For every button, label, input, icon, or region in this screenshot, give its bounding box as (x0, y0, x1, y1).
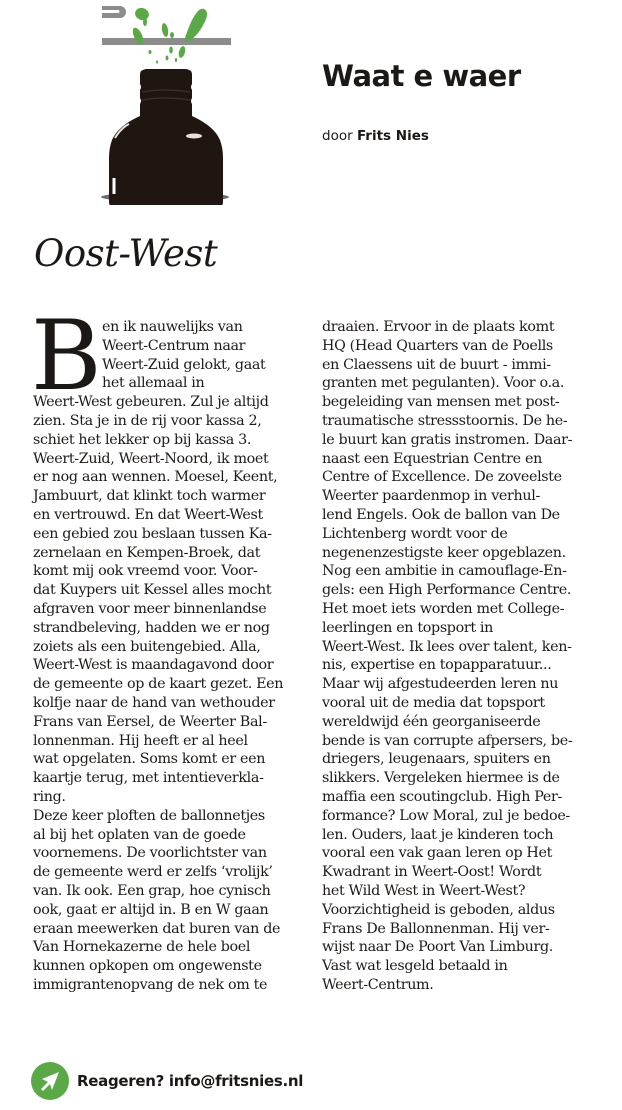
text-line: lend Engels. Ook de ballon van De (322, 506, 560, 523)
text-line: formance? Low Moral, zul je bedoe- (322, 807, 570, 824)
text-line: Kwadrant in Weert-Oost! Wordt (322, 864, 542, 881)
text-line: begeleiding van mensen met post- (322, 394, 560, 411)
text-line: gels: een High Performance Centre. (322, 582, 572, 599)
text-line: eraan meewerken dat buren van de (33, 920, 281, 937)
text-line: komt mij ook vreemd voor. Voor- (33, 563, 258, 580)
text-line: nis, expertise en topapparatuur... (322, 657, 552, 674)
byline-prefix: door (322, 128, 353, 144)
text-line: vooral uit de media dat topsport (322, 694, 545, 711)
text-line: naast een Equestrian Centre en (322, 450, 542, 467)
text-line: Frans van Eersel, de Weerter Bal- (33, 713, 267, 730)
column-title: Waat e waer (322, 59, 521, 93)
text-line: Deze keer ploften de ballonnetjes (33, 807, 265, 824)
text-line: Centre of Excellence. De zoveelste (322, 469, 562, 486)
text-line: en Claessens uit de buurt - immi- (322, 356, 551, 373)
text-line: Maar wij afgestudeerden leren nu (322, 676, 559, 693)
text-line: Voorzichtigheid is geboden, aldus (322, 901, 555, 918)
text-line: zien. Sta je in de rij voor kassa 2, (33, 412, 262, 429)
text-line: het allemaal in (102, 375, 205, 392)
text-line: vooral een vak gaan leren op Het (322, 845, 553, 862)
text-line: Weerter paardenmop in verhul- (322, 488, 540, 505)
feedback-footer (31, 1060, 303, 1102)
text-line: wat opgelaten. Soms komt er een (33, 751, 266, 768)
text-line: Jambuurt, dat klinkt toch warmer (33, 488, 266, 505)
text-line: de gemeente op de kaart gezet. Een (33, 676, 284, 693)
text-line: en vertrouwd. En dat Weert-West (33, 506, 263, 523)
article-column-left (31, 300, 317, 995)
text-line: voornemens. De voorlichtster van (33, 845, 267, 862)
text-line: ring. (33, 788, 66, 805)
text-line: driegers, leugenaars, spuiters en (322, 751, 551, 768)
text-line: strandbeleving, hadden we er nog (33, 619, 270, 636)
text-line: lonnenman. Hij heeft er al heel (33, 732, 248, 749)
text-line: negenenzestigste keer opgeblazen. (322, 544, 566, 561)
text-line: er nog aan wennen. Moesel, Keent, (33, 469, 278, 486)
text-line: kaartje terug, met intentieverkla- (33, 770, 264, 787)
text-line: schiet het lekker op bij kassa 3. (33, 431, 252, 448)
text-line: slikkers. Vergeleken hiermee is de (322, 770, 560, 787)
text-line: Lichtenberg wordt voor de (322, 525, 508, 542)
text-line: kolfje naar de hand van wethouder (33, 694, 275, 711)
text-line: Frans De Ballonnenman. Hij ver- (322, 920, 550, 937)
article-column-right (322, 318, 606, 995)
article-title: Oost-West (34, 232, 218, 275)
text-line: het Wild West in Weert-West? (322, 882, 526, 899)
send-arrow-icon (31, 1062, 69, 1100)
byline (322, 128, 429, 144)
text-line: granten met pegulanten). Voor o.a. (322, 375, 565, 392)
text-line: wereldwijd één georganiseerde (322, 713, 541, 730)
text-line: Vast wat lesgeld betaald in (322, 958, 508, 975)
text-line: Van Hornekazerne de hele boel (33, 939, 251, 956)
text-line: len. Ouders, laat je kinderen toch (322, 826, 554, 843)
text-line: Weert-Zuid, Weert-Noord, ik moet (33, 450, 269, 467)
text-line: Het moet iets worden met College- (322, 600, 565, 617)
column-logo (95, 0, 235, 205)
text-line: leerlingen en topsport in (322, 619, 494, 636)
feedback-link[interactable]: Reageren? info@fritsnies.nl (77, 1072, 304, 1090)
text-line: van. Ik ook. Een grap, hoe cynisch (33, 882, 271, 899)
text-line: le buurt kan gratis instromen. Daar- (322, 431, 573, 448)
text-line: dat Kuypers uit Kessel alles mocht (33, 582, 272, 599)
text-line: al bij het oplaten van de goede (33, 826, 246, 843)
text-line: draaien. Ervoor in de plaats komt (322, 319, 555, 335)
text-line: een gebied zou beslaan tussen Ka- (33, 525, 272, 542)
text-line: maffia een scoutingclub. High Per- (322, 788, 562, 805)
text-line: immigrantenopvang de nek om te (33, 976, 268, 993)
text-line: Weert-West is maandagavond door (33, 657, 274, 674)
byline-author: Frits Nies (356, 128, 429, 144)
text-line: de gemeente werd er zelfs ‘vrolijk’ (33, 864, 273, 881)
text-line: en ik nauwelijks van (102, 319, 243, 335)
text-line: Weert-Zuid gelokt, gaat (102, 356, 266, 373)
text-line: Weert-West gebeuren. Zul je altijd (33, 394, 269, 411)
text-line: Weert-Centrum. (322, 976, 434, 993)
text-line: zernelaan en Kempen-Broek, dat (33, 544, 261, 561)
text-line: Nog een ambitie in camouflage-En- (322, 563, 567, 580)
text-line: zoiets als een buitengebied. Alla, (33, 638, 261, 655)
text-line: kunnen opkopen om ongewenste (33, 958, 262, 975)
text-line: Weert-West. Ik lees over talent, ken- (322, 638, 572, 655)
text-line: Weert-Centrum naar (102, 337, 246, 354)
text-line: HQ (Head Quarters van de Poells (322, 337, 553, 354)
text-line: afgraven voor meer binnenlandse (33, 600, 267, 617)
text-line: bende is van corrupte afpersers, be- (322, 732, 573, 749)
text-line: wijst naar De Poort Van Limburg. (322, 939, 553, 956)
text-line: ook, gaat er altijd in. B en W gaan (33, 901, 269, 918)
dropcap: B (31, 300, 102, 412)
ink-bottle-splash-icon (95, 0, 235, 205)
text-line: traumatische stressstoornis. De he- (322, 412, 568, 429)
